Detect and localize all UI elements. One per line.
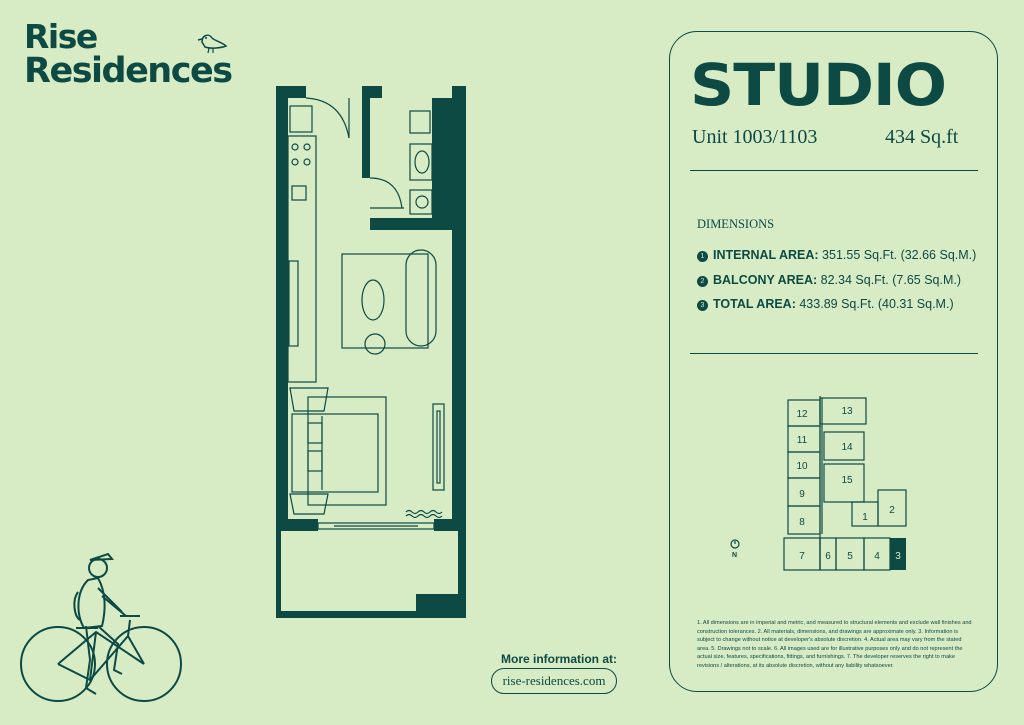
number-badge: 2 [697, 276, 708, 287]
floor-plan-drawing [274, 86, 466, 620]
cyclist-illustration [18, 540, 188, 718]
disclaimer-notes: 1. All dimensions are in imperial and metric, and measured to structural elements and exclude wall finishes and construction tolerances. 2. All materials, dimensions, and drawings are approximate only. 3. Information is subject to change without notice at developer's absolute discretion. 4. Actual area may vary from the stated area. 5. Drawings not to scale. 6. All images used are for illustrative purposes only and do not represent the actual size, features, specifications, fittings, and furnishings. 7. The developer reserves the right to make revisions / alterations, at its absolute discretion, without any liability whatsoever. [697, 620, 972, 669]
unit-size: 434 Sq.ft [885, 126, 959, 148]
key-plan [726, 394, 916, 576]
website-link[interactable]: rise-residences.com [491, 668, 617, 694]
svg-text:11: 11 [796, 435, 808, 446]
brand-line-1: Rise [24, 17, 97, 56]
number-badge: 1 [697, 251, 708, 262]
divider [690, 170, 978, 171]
brand-line-2: Residences [24, 51, 232, 91]
svg-text:12: 12 [796, 409, 808, 420]
svg-text:1: 1 [862, 512, 868, 523]
dimension-row-total [697, 297, 954, 311]
unit-number: Unit 1003/1103 [692, 126, 818, 148]
dimension-row-balcony [697, 273, 961, 287]
dimension-row-internal [697, 248, 976, 262]
svg-text:15: 15 [841, 475, 853, 486]
svg-text:7: 7 [799, 551, 805, 562]
svg-text:13: 13 [841, 406, 853, 417]
dimension-label: TOTAL AREA: [713, 297, 796, 311]
svg-text:8: 8 [799, 517, 805, 528]
north-label: N [732, 552, 738, 559]
svg-text:14: 14 [841, 442, 853, 453]
svg-text:5: 5 [847, 551, 853, 562]
dimension-label: INTERNAL AREA: [713, 248, 819, 262]
dimension-value: 433.89 Sq.Ft. (40.31 Sq.M.) [799, 297, 954, 311]
dimension-value: 82.34 Sq.Ft. (7.65 Sq.M.) [820, 273, 962, 287]
bird-icon [196, 30, 228, 56]
unit-type-title: STUDIO [690, 51, 946, 119]
svg-text:10: 10 [796, 461, 808, 472]
dimension-value: 351.55 Sq.Ft. (32.66 Sq.M.) [822, 248, 977, 262]
svg-text:9: 9 [799, 489, 805, 500]
number-badge: 3 [697, 300, 708, 311]
svg-text:4: 4 [874, 551, 880, 562]
dimensions-heading: DIMENSIONS [697, 217, 775, 231]
divider [690, 353, 978, 354]
dimension-label: BALCONY AREA: [713, 273, 818, 287]
more-info-label: More information at: [501, 652, 617, 666]
svg-text:2: 2 [889, 505, 895, 516]
svg-text:6: 6 [825, 551, 831, 562]
svg-text:3: 3 [895, 551, 901, 562]
